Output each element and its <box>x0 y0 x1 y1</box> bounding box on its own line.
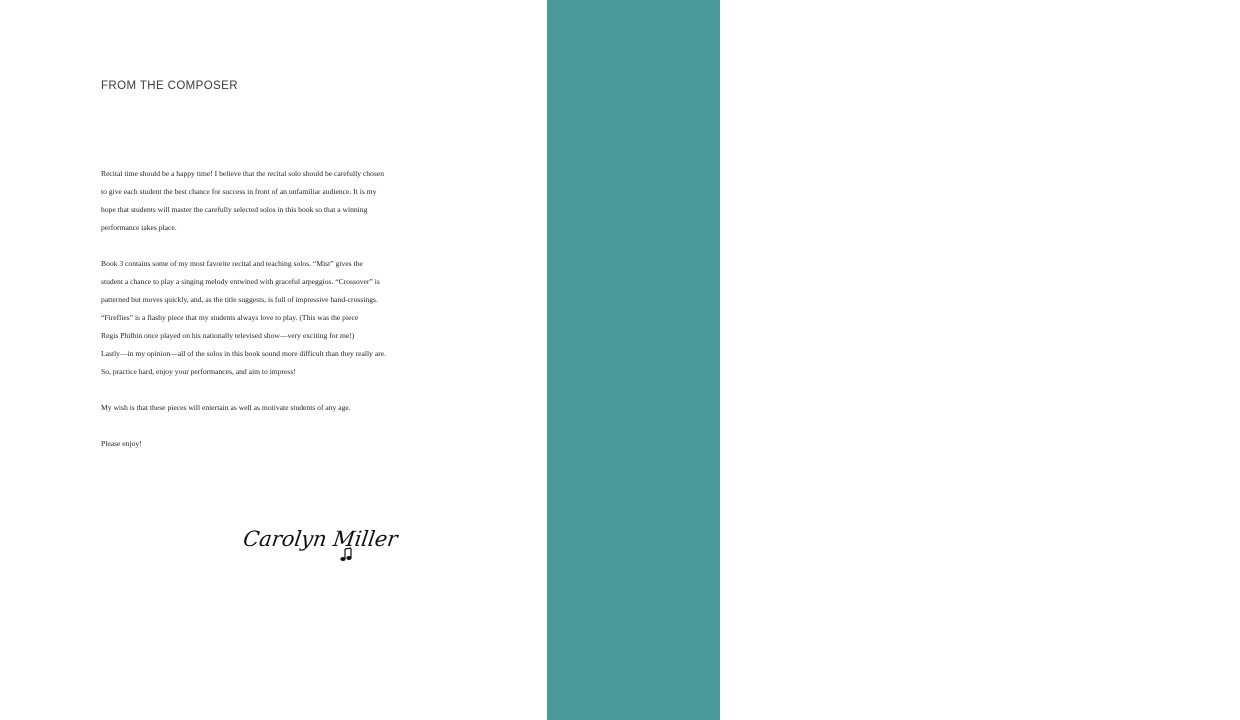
text-line: Lastly—in my opinion—all of the solos in this book sound more difficult than they really are. <box>101 349 387 358</box>
text-line: student a chance to play a singing melody entwined with graceful arpeggios. “Crossover” is <box>101 277 380 286</box>
logo-char: 島 <box>1134 551 1180 605</box>
teal-sidebar <box>547 0 1234 720</box>
paragraph-2 <box>101 255 431 381</box>
text-line: Regis Philbin once played on his nationally televised show—very exciting for me!) <box>101 331 355 340</box>
text-line: hope that students will master the carefully selected solos in this book so that a winning <box>101 205 368 214</box>
page-heading: FROM THE COMPOSER <box>101 80 238 92</box>
text-line: performance takes place. <box>101 223 177 232</box>
text-line: Please enjoy! <box>101 439 142 448</box>
paragraph-1 <box>101 165 431 237</box>
text-line: patterned but moves quickly, and, as the title suggests, is full of impressive hand-crossings. <box>101 295 378 304</box>
letter-body <box>101 165 431 471</box>
logo-char: 嶼 <box>1188 551 1234 605</box>
text-line: Book 3 contains some of my most favorite recital and teaching solos. “Mist” gives the <box>101 259 363 268</box>
document-page <box>0 0 547 720</box>
text-line: So, practice hard, enjoy your performances, and aim to impress! <box>101 367 296 376</box>
paragraph-3 <box>101 399 431 417</box>
text-line: My wish is that these pieces will entertain as well as motivate students of any age. <box>101 403 351 412</box>
logo-char: 樂 <box>1134 603 1180 657</box>
logo-subtitle: island music <box>1141 666 1229 681</box>
text-line: Recital time should be a happy time! I believe that the recital solo should be carefully chosen <box>101 169 384 178</box>
text-line: “Fireflies” is a flashy piece that my students always love to play. (This was the piece <box>101 313 359 322</box>
logo-char: 集 <box>1188 603 1234 657</box>
paragraph-4 <box>101 435 431 453</box>
logo-characters <box>1130 552 1240 656</box>
island-music-logo <box>1130 552 1240 681</box>
text-line: to give each student the best chance for success in front of an unfamiliar audience. It is my <box>101 187 377 196</box>
composer-signature <box>241 520 400 562</box>
signature-text: Carolyn Miller <box>241 526 400 551</box>
